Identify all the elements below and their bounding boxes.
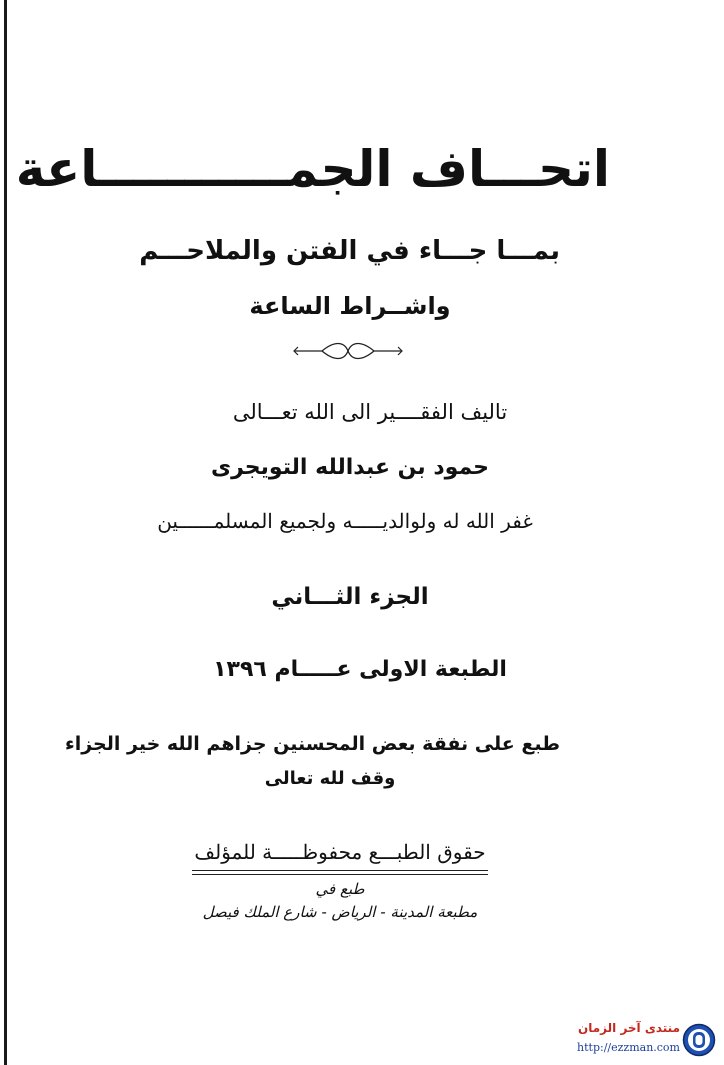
waqf-note: وقف لله تعالى <box>264 768 396 789</box>
edition-label: الطبعة الاولى عـــــام ١٣٩٦ <box>213 657 507 682</box>
sponsor-note: طبع على نفقة بعض المحسنين جزاهم الله خير الجزاء <box>65 733 560 755</box>
book-title: اتحـــاف الجمـــــــــــاعة <box>15 140 610 198</box>
authorship-line: تاليف الفقــــير الى الله تعـــالى <box>232 400 508 424</box>
press-address: مطبعة المدينة - الرياض - شارع الملك فيصل <box>202 903 478 921</box>
volume-label: الجزء الثـــاني <box>271 584 429 610</box>
book-subtitle-line1: بمـــا جـــاء في الفتن والملاحـــم <box>139 236 560 266</box>
copyright-underline <box>192 870 488 875</box>
page-left-edge <box>4 0 7 1065</box>
watermark-url[interactable]: http://ezzman.com <box>577 1041 680 1054</box>
book-subtitle-line2: واشــراط الساعة <box>249 292 451 320</box>
watermark-forum-name: منتدى آخر الزمان <box>578 1021 680 1035</box>
printed-in-label: طبع في <box>315 880 365 898</box>
forum-logo-icon <box>682 1023 716 1057</box>
author-name: حمود بن عبدالله التويجرى <box>210 455 490 480</box>
dedication-line: غفر الله له ولوالديـــــه ولجميع المسلمــــــين <box>157 509 533 533</box>
copyright-notice: حقوق الطبـــع محفوظـــــة للمؤلف <box>194 840 486 864</box>
ornamental-divider-icon <box>292 341 404 361</box>
